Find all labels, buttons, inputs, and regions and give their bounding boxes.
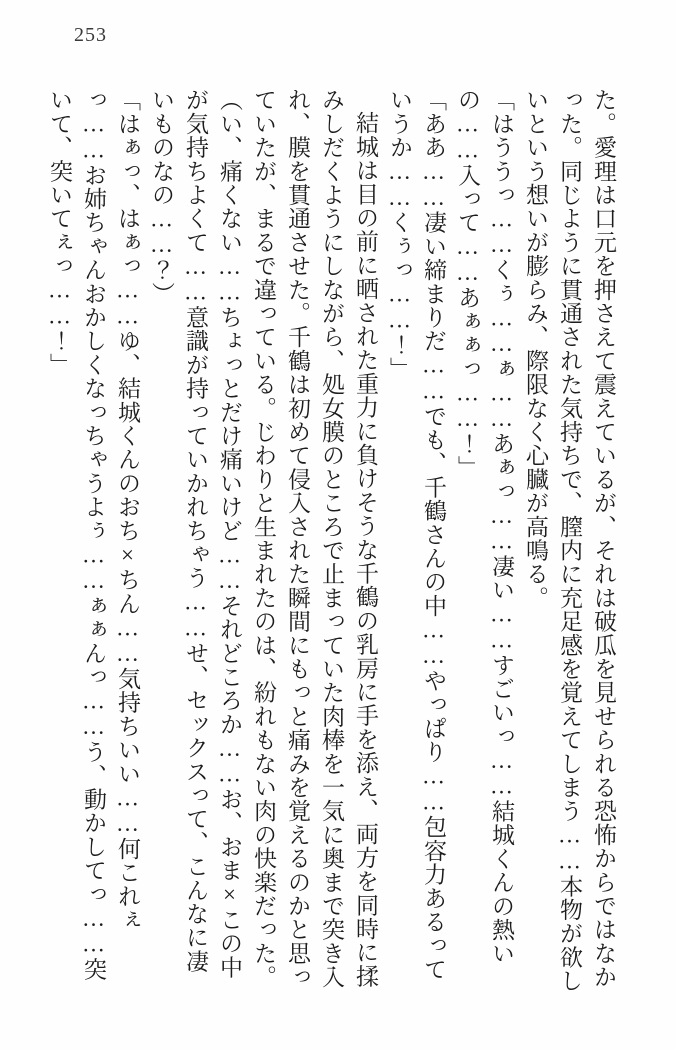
paragraph-dialogue-chizuru-moan: 「はううっ……くぅ……ぁ……あぁっ……凄い……すごいっ……結城くんの熱いの……入って……あぁぁっ……！」 (455, 88, 514, 966)
paragraph-dialogue-yuuki: 「ああ……凄い締まりだ……でも、千鶴さんの中……やっぱり……包容力あるっていうか……くぅっ……！」 (387, 88, 446, 981)
paragraph-inner-thought: （い、痛くない……ちょっとだけ痛いけど……それどころか……お、おま×この中が気持ちよくて……意識が持っていかれちゃう……せ、セックスって、こんなに凄いものなの……？） (149, 88, 242, 979)
paragraph-continuation: た。愛理は口元を押さえて震えているが、それは破瓜を見せられる恐怖からではなかった。同じように貫通された気持ちで、膣内に充足感を覚えてしまう……本物が欲しいという想いが膨らみ、際限なく心臓が高鳴る。 (523, 88, 616, 993)
page-text (42, 88, 620, 994)
paragraph-dialogue-chizuru: 「はぁっ、はぁっ……ゆ、結城くんのおち×ちん……気持ちいい……何これぇっ……お姉ちゃんおかしくなっちゃうよぅ……ぁぁんっ……う、動かしてっ……突いて、突いてぇっ……！」 (47, 88, 140, 981)
paragraph-narrative: 結城は目の前に晒された重力に負けそうな千鶴の乳房に手を添え、両方を同時に揉みしだくようにしながら、処女膜のところで止まっていた肉棒を一気に奥まで突き入れ、膜を貫通させた。千鶴は初めて侵入された瞬間にもっと痛みを覚えるのかと思っていたが、まるで違っている。じわりと生まれたのは、紛れもない肉の快楽だった。 (251, 88, 378, 989)
page-number: 253 (74, 24, 107, 46)
